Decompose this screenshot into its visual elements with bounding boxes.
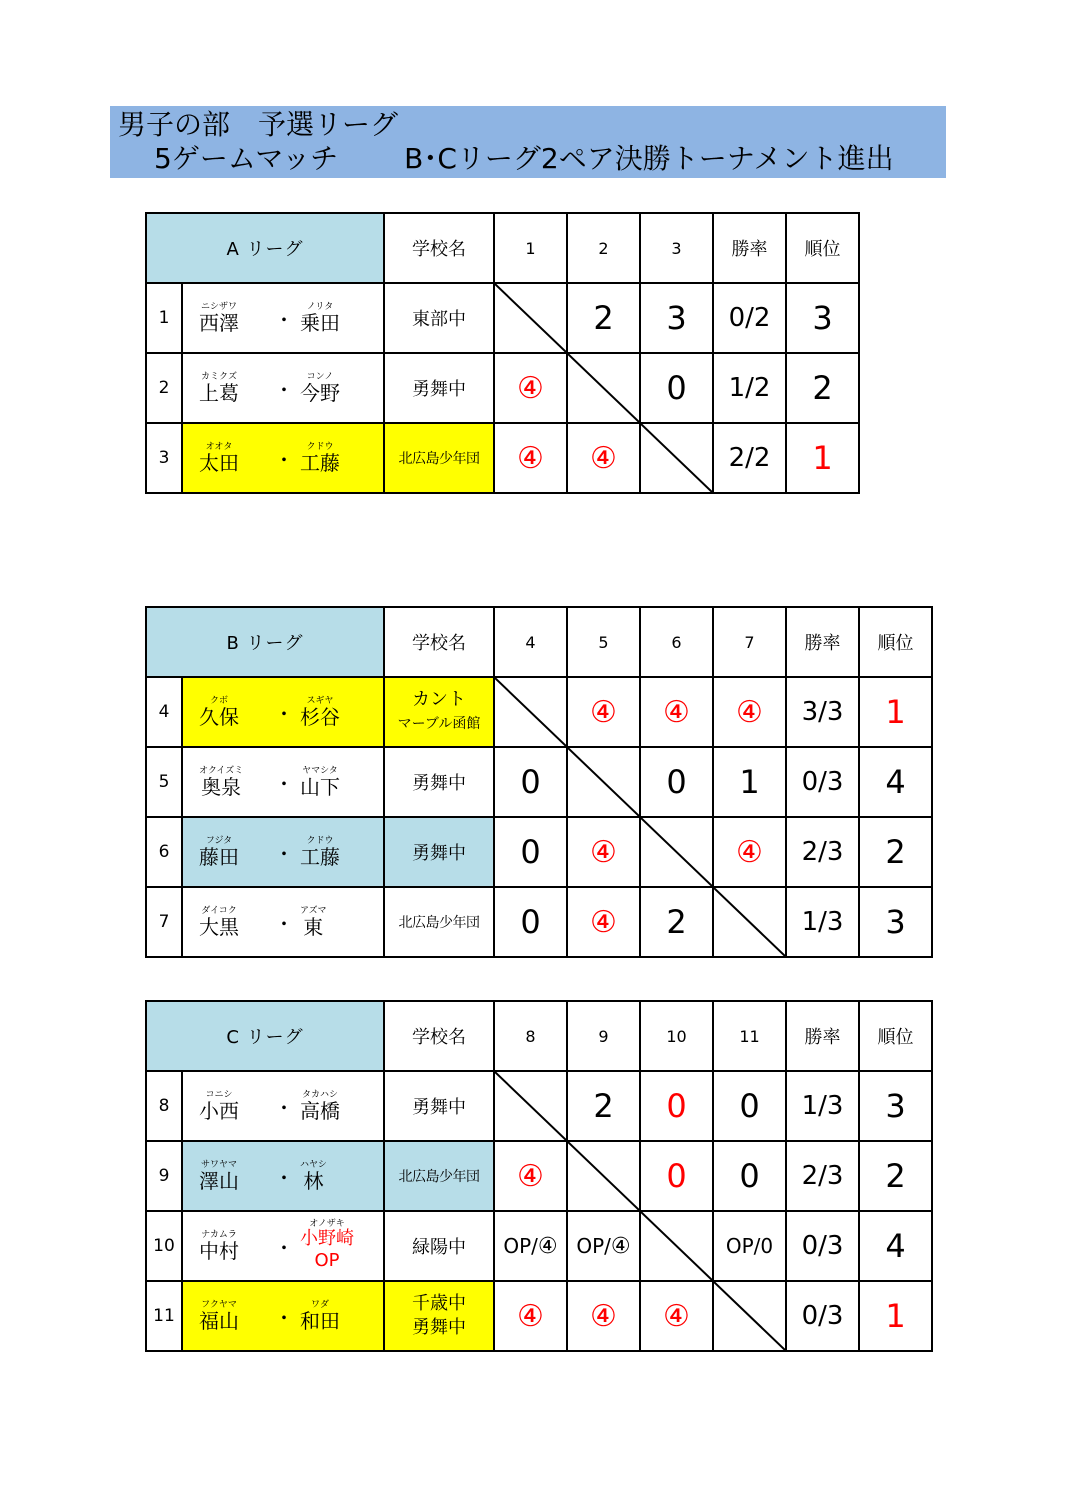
rank: 4 [859, 1211, 932, 1281]
player-1 [182, 817, 274, 887]
score-cell: 0 [713, 1141, 786, 1211]
school-header: 学校名 [384, 607, 494, 677]
row-number: 7 [146, 887, 182, 957]
rank-header: 順位 [859, 1001, 932, 1071]
self-match-cell [494, 677, 567, 747]
score-cell: 2 [567, 1071, 640, 1141]
pair-dot: ・ [274, 1141, 294, 1211]
player-1 [182, 747, 274, 817]
league-a-caption: A リーグ [146, 213, 384, 283]
win-mark: ④ [567, 677, 640, 747]
school-name: 勇舞中 [384, 353, 494, 423]
score-cell: 1 [713, 747, 786, 817]
player-1 [182, 1211, 274, 1281]
player-name: 小野崎 [300, 1228, 354, 1249]
rank: 3 [786, 283, 859, 353]
player-2 [294, 353, 384, 423]
self-match-cell [494, 1071, 567, 1141]
player-ruby: ハヤシ [300, 1160, 327, 1170]
op-score-cell: OP/④ [567, 1211, 640, 1281]
win-rate: 2/3 [786, 1141, 859, 1211]
table-row [146, 1141, 932, 1211]
player-name: 工藤 [300, 451, 340, 475]
player-ruby: クドウ [306, 836, 334, 846]
player-name: 大黒 [199, 915, 239, 939]
player-name: 奥泉 [201, 775, 242, 799]
school-name [384, 1281, 494, 1351]
school-name [384, 677, 494, 747]
win-mark: ④ [567, 423, 640, 493]
school-name: 勇舞中 [384, 817, 494, 887]
row-number: 8 [146, 1071, 182, 1141]
col-header: 6 [640, 607, 713, 677]
row-number: 5 [146, 747, 182, 817]
rank: 2 [859, 1141, 932, 1211]
rank: 3 [859, 887, 932, 957]
score-cell: 0 [494, 817, 567, 887]
row-number: 1 [146, 283, 182, 353]
player-1 [182, 1281, 274, 1351]
win-rate: 0/3 [786, 1281, 859, 1351]
school-line-2: 勇舞中 [412, 1317, 466, 1338]
player-1 [182, 353, 274, 423]
player-name: 上葛 [199, 381, 239, 405]
rank: 2 [786, 353, 859, 423]
col-header: 11 [713, 1001, 786, 1071]
col-header: 7 [713, 607, 786, 677]
score-cell: 2 [640, 887, 713, 957]
row-number: 2 [146, 353, 182, 423]
win-rate: 1/3 [786, 887, 859, 957]
player-1 [182, 677, 274, 747]
col-header: 8 [494, 1001, 567, 1071]
player-ruby: クボ [209, 696, 228, 706]
player-2 [294, 283, 384, 353]
table-row [146, 353, 859, 423]
player-2 [294, 1211, 384, 1281]
rank: 1 [859, 1281, 932, 1351]
player-name: 今野 [300, 381, 340, 405]
rank: 4 [859, 747, 932, 817]
table-row [146, 1071, 932, 1141]
pair-dot: ・ [274, 887, 294, 957]
player-name: 杉谷 [300, 705, 340, 729]
player-ruby: カミクズ [201, 372, 237, 382]
op-score-cell: OP/0 [713, 1211, 786, 1281]
win-mark: ④ [567, 817, 640, 887]
win-rate: 2/3 [786, 817, 859, 887]
score-cell: 2 [567, 283, 640, 353]
player-name: 工藤 [300, 845, 340, 869]
player-ruby: オクイズミ [199, 766, 244, 776]
school-line-2: マーブル函館 [397, 716, 481, 732]
win-mark: ④ [494, 353, 567, 423]
pair-dot: ・ [274, 283, 294, 353]
pair-dot: ・ [274, 1281, 294, 1351]
table-row [146, 677, 932, 747]
player-1 [182, 1071, 274, 1141]
player-ruby: アズマ [300, 906, 327, 916]
op-note: OP [314, 1250, 340, 1271]
row-number: 9 [146, 1141, 182, 1211]
score-cell: 0 [640, 747, 713, 817]
pair-dot: ・ [274, 1071, 294, 1141]
row-number: 3 [146, 423, 182, 493]
player-ruby: サワヤマ [200, 1160, 237, 1170]
league-b-caption: B リーグ [146, 607, 384, 677]
win-rate: 0/3 [786, 1211, 859, 1281]
pair-dot: ・ [274, 353, 294, 423]
player-1 [182, 1141, 274, 1211]
self-match-cell [640, 1211, 713, 1281]
col-header: 2 [567, 213, 640, 283]
score-cell: 0 [640, 1071, 713, 1141]
col-header: 5 [567, 607, 640, 677]
win-rate: 0/3 [786, 747, 859, 817]
player-name: 林 [303, 1169, 324, 1193]
advance-note: B･Cリーグ2ペア決勝トーナメント進出 [404, 142, 894, 175]
win-rate: 0/2 [713, 283, 786, 353]
rank-header: 順位 [786, 213, 859, 283]
player-1 [182, 283, 274, 353]
player-name: 久保 [199, 705, 239, 729]
player-ruby: フジタ [205, 836, 233, 846]
player-ruby: フクヤマ [201, 1300, 237, 1310]
rate-header: 勝率 [786, 1001, 859, 1071]
school-name: 北広島少年団 [384, 887, 494, 957]
player-ruby: オオタ [205, 442, 233, 452]
win-mark: ④ [640, 1281, 713, 1351]
col-header: 10 [640, 1001, 713, 1071]
player-ruby: ノリタ [306, 302, 334, 312]
self-match-cell [567, 747, 640, 817]
pair-dot: ・ [274, 423, 294, 493]
player-name: 福山 [199, 1309, 239, 1333]
table-row [146, 887, 932, 957]
league-c-caption: C リーグ [146, 1001, 384, 1071]
player-name: 中村 [199, 1239, 239, 1263]
player-2 [294, 1141, 384, 1211]
page-header [110, 106, 946, 178]
win-mark: ④ [713, 677, 786, 747]
self-match-cell [640, 817, 713, 887]
row-number: 10 [146, 1211, 182, 1281]
player-2 [294, 887, 384, 957]
player-name: 太田 [199, 451, 239, 475]
rank: 3 [859, 1071, 932, 1141]
win-rate: 2/2 [713, 423, 786, 493]
rank: 1 [786, 423, 859, 493]
player-ruby: スギヤ [306, 696, 334, 706]
row-number: 6 [146, 817, 182, 887]
table-row [146, 283, 859, 353]
score-cell: 0 [640, 1141, 713, 1211]
score-cell: 0 [494, 887, 567, 957]
rank-header: 順位 [859, 607, 932, 677]
score-cell: 3 [640, 283, 713, 353]
player-ruby: ワダ [311, 1300, 329, 1310]
win-rate: 1/3 [786, 1071, 859, 1141]
league-b-table [145, 606, 933, 958]
op-score-cell: OP/④ [494, 1211, 567, 1281]
school-name: 勇舞中 [384, 1071, 494, 1141]
col-header: 1 [494, 213, 567, 283]
player-ruby: ダイコク [201, 906, 237, 916]
player-2 [294, 677, 384, 747]
school-name: 北広島少年団 [384, 1141, 494, 1211]
self-match-cell [494, 283, 567, 353]
player-2 [294, 747, 384, 817]
self-match-cell [713, 887, 786, 957]
player-name: 西澤 [199, 311, 239, 335]
self-match-cell [713, 1281, 786, 1351]
self-match-cell [567, 353, 640, 423]
rank: 2 [859, 817, 932, 887]
self-match-cell [640, 423, 713, 493]
player-name: 和田 [300, 1309, 340, 1333]
pair-dot: ・ [274, 677, 294, 747]
rate-header: 勝率 [713, 213, 786, 283]
table-row [146, 1281, 932, 1351]
player-name: 東 [303, 915, 324, 939]
league-c-table [145, 1000, 933, 1352]
league-a-table [145, 212, 860, 494]
win-rate: 3/3 [786, 677, 859, 747]
player-2 [294, 1071, 384, 1141]
player-name: 山下 [300, 775, 340, 799]
pair-dot: ・ [274, 817, 294, 887]
player-ruby: ニシザワ [200, 302, 237, 312]
win-mark: ④ [567, 1281, 640, 1351]
score-cell: 0 [640, 353, 713, 423]
pair-dot: ・ [274, 1211, 294, 1281]
score-cell: 0 [713, 1071, 786, 1141]
table-row [146, 423, 859, 493]
player-ruby: オノザキ [309, 1219, 345, 1229]
player-name: 高橋 [300, 1099, 340, 1123]
win-mark: ④ [494, 1281, 567, 1351]
school-name: 緑陽中 [384, 1211, 494, 1281]
match-format: 5ゲームマッチ [154, 142, 339, 175]
player-name: 藤田 [199, 845, 239, 869]
win-mark: ④ [640, 677, 713, 747]
player-1 [182, 887, 274, 957]
player-ruby: ナカムラ [201, 1230, 237, 1240]
win-mark: ④ [494, 1141, 567, 1211]
player-ruby: コンノ [306, 372, 334, 382]
player-name: 小西 [199, 1099, 239, 1123]
player-2 [294, 423, 384, 493]
win-mark: ④ [713, 817, 786, 887]
school-name: 東部中 [384, 283, 494, 353]
header-subtitle [154, 142, 894, 176]
row-number: 4 [146, 677, 182, 747]
header-title: 男子の部 予選リーグ [118, 108, 399, 141]
win-mark: ④ [494, 423, 567, 493]
school-header: 学校名 [384, 213, 494, 283]
school-line-1: カント [412, 689, 466, 710]
school-line-1: 千歳中 [412, 1293, 466, 1314]
school-header: 学校名 [384, 1001, 494, 1071]
school-name: 北広島少年団 [384, 423, 494, 493]
table-row [146, 747, 932, 817]
rate-header: 勝率 [786, 607, 859, 677]
player-name: 乗田 [300, 311, 340, 335]
row-number: 11 [146, 1281, 182, 1351]
player-ruby: タカハシ [301, 1090, 338, 1100]
col-header: 9 [567, 1001, 640, 1071]
table-row [146, 1211, 932, 1281]
table-row [146, 817, 932, 887]
player-2 [294, 1281, 384, 1351]
school-name: 勇舞中 [384, 747, 494, 817]
player-name: 澤山 [199, 1169, 239, 1193]
pair-dot: ・ [274, 747, 294, 817]
player-1 [182, 423, 274, 493]
col-header: 3 [640, 213, 713, 283]
win-mark: ④ [567, 887, 640, 957]
score-cell: 0 [494, 747, 567, 817]
col-header: 4 [494, 607, 567, 677]
player-ruby: コニシ [205, 1090, 233, 1100]
player-ruby: クドウ [306, 442, 334, 452]
self-match-cell [567, 1141, 640, 1211]
win-rate: 1/2 [713, 353, 786, 423]
rank: 1 [859, 677, 932, 747]
player-ruby: ヤマシタ [302, 766, 338, 776]
player-2 [294, 817, 384, 887]
